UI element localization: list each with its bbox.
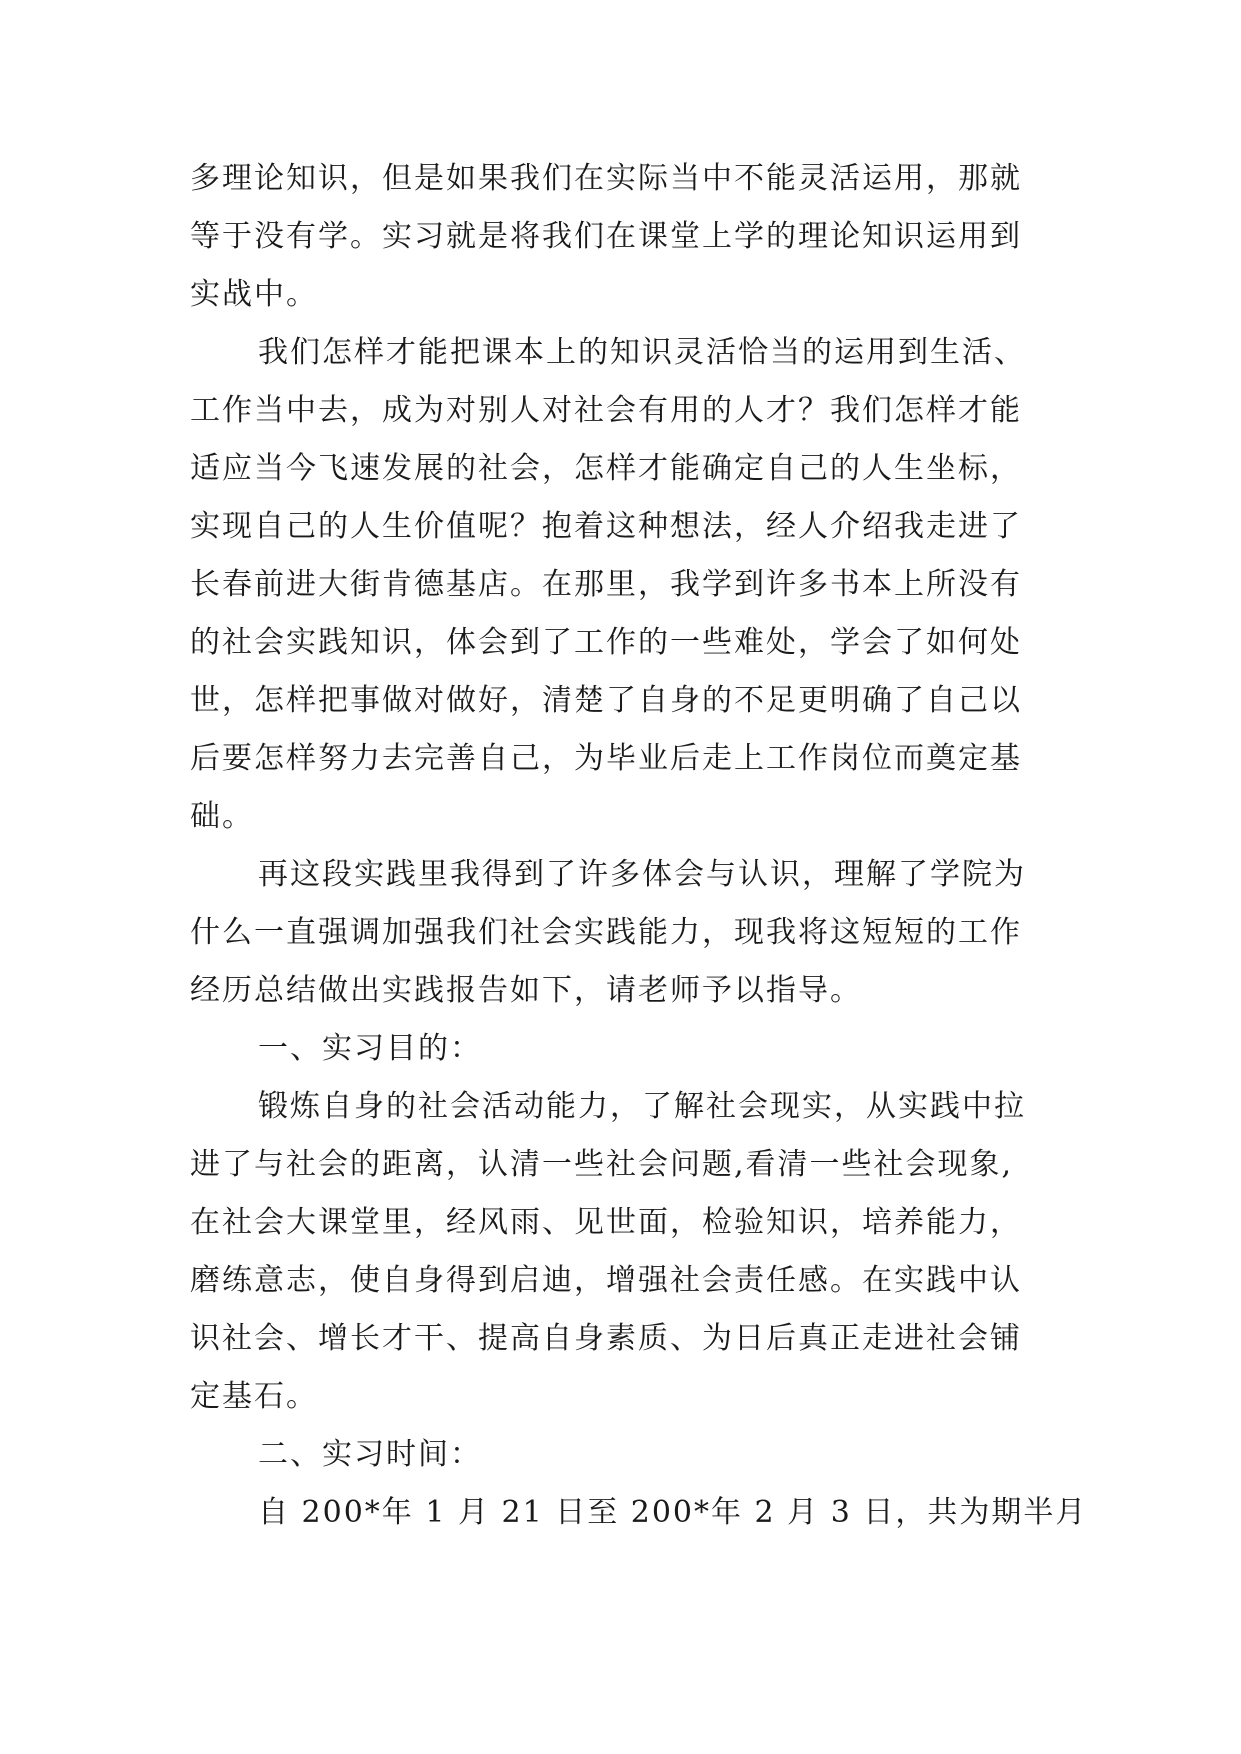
paragraph-first-line: 自 200*年 1 月 21 日至 200*年 2 月 3 日，共为期半月 <box>258 1495 1088 1530</box>
text-line: 工作当中去，成为对别人对社会有用的人才？我们怎样才能 <box>190 393 1022 428</box>
text-line: 适应当今飞速发展的社会，怎样才能确定自己的人生坐标， <box>190 451 1022 486</box>
section-heading: 二、实习时间： <box>258 1437 482 1472</box>
text-line: 定基石。 <box>190 1379 318 1414</box>
paragraph-first-line: 我们怎样才能把课本上的知识灵活恰当的运用到生活、 <box>258 335 1026 370</box>
text-line: 什么一直强调加强我们社会实践能力，现我将这短短的工作 <box>190 915 1022 950</box>
text-line: 进了与社会的距离，认清一些社会问题,看清一些社会现象, <box>190 1147 1014 1182</box>
text-line: 础。 <box>190 799 254 834</box>
text-line: 后要怎样努力去完善自己，为毕业后走上工作岗位而奠定基 <box>190 741 1022 776</box>
text-line: 多理论知识，但是如果我们在实际当中不能灵活运用，那就 <box>190 161 1022 196</box>
text-line: 在社会大课堂里，经风雨、见世面，检验知识，培养能力， <box>190 1205 1022 1240</box>
text-line: 经历总结做出实践报告如下，请老师予以指导。 <box>190 973 862 1008</box>
text-line: 实战中。 <box>190 277 318 312</box>
text-line: 的社会实践知识，体会到了工作的一些难处，学会了如何处 <box>190 625 1022 660</box>
section-heading: 一、实习目的： <box>258 1031 482 1066</box>
text-line: 实现自己的人生价值呢？抱着这种想法，经人介绍我走进了 <box>190 509 1022 544</box>
text-line: 识社会、增长才干、提高自身素质、为日后真正走进社会铺 <box>190 1321 1022 1356</box>
text-line: 世，怎样把事做对做好，清楚了自身的不足更明确了自己以 <box>190 683 1022 718</box>
body-text <box>190 150 1088 1542</box>
paragraph-first-line: 再这段实践里我得到了许多体会与认识，理解了学院为 <box>258 857 1026 892</box>
text-line: 磨练意志，使自身得到启迪，增强社会责任感。在实践中认 <box>190 1263 1022 1298</box>
text-line: 长春前进大街肯德基店。在那里，我学到许多书本上所没有 <box>190 567 1022 602</box>
text-line: 等于没有学。实习就是将我们在课堂上学的理论知识运用到 <box>190 219 1022 254</box>
paragraph-first-line: 锻炼自身的社会活动能力，了解社会现实，从实践中拉 <box>258 1089 1026 1124</box>
